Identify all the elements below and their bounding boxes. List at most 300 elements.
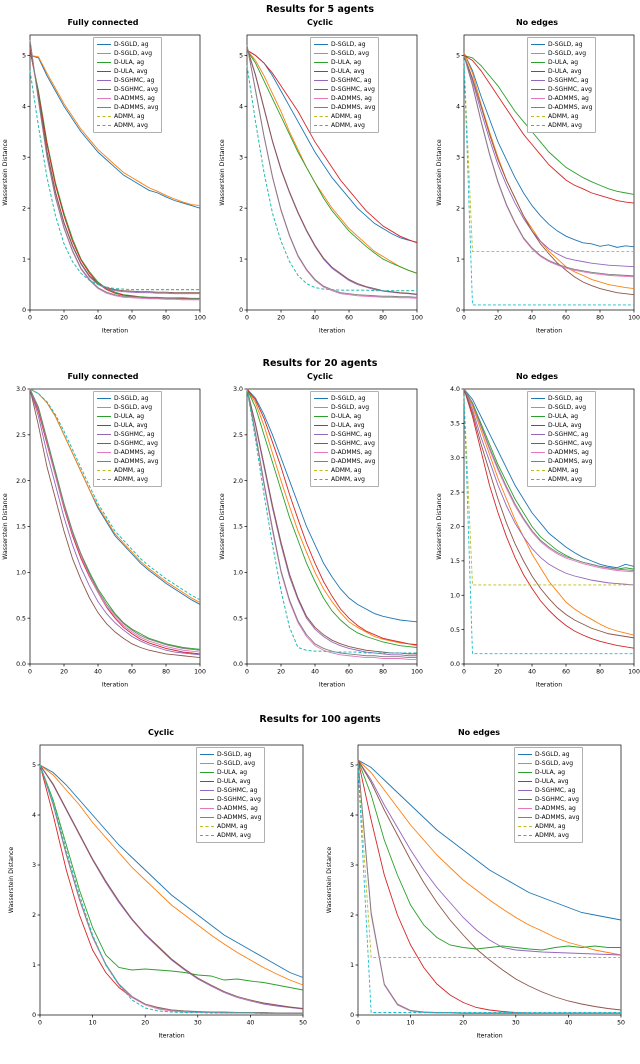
legend-item — [531, 439, 592, 448]
legend-swatch-icon — [97, 62, 111, 63]
legend-swatch-icon — [200, 754, 214, 755]
y-axis-label: Wasserstein Distance — [436, 139, 443, 206]
y-tick-label: 0 — [32, 1012, 36, 1020]
legend-item — [97, 76, 158, 85]
legend-item — [518, 759, 579, 768]
y-tick-label: 2.0 — [233, 477, 243, 485]
legend-swatch-icon — [314, 80, 328, 81]
x-tick-label: 20 — [141, 1019, 150, 1027]
legend-item — [97, 457, 158, 466]
legend-item-label: D-ULA, ag — [331, 413, 362, 420]
x-tick-label: 0 — [462, 668, 466, 676]
legend-item — [314, 76, 375, 85]
legend-item — [97, 439, 158, 448]
legend-swatch-icon — [97, 434, 111, 435]
y-tick-label: 4 — [456, 103, 460, 111]
legend-item — [314, 67, 375, 76]
plot-area — [217, 383, 423, 688]
legend-item-label: D-SGLD, avg — [331, 404, 370, 411]
legend-item-label: D-ADMMS, avg — [114, 458, 159, 465]
legend-swatch-icon — [314, 470, 328, 471]
legend-item-label: D-SGHMC, avg — [114, 86, 158, 93]
x-tick-label: 80 — [162, 668, 170, 676]
legend-item-label: D-ULA, avg — [535, 778, 569, 785]
y-axis-label: Wasserstein Distance — [2, 139, 9, 206]
legend-item-label: ADMM, avg — [331, 122, 365, 129]
legend-swatch-icon — [531, 62, 545, 63]
legend-item-label: D-SGLD, ag — [217, 751, 252, 758]
legend-swatch-icon — [531, 71, 545, 72]
legend-item — [97, 112, 158, 121]
x-tick-label: 100 — [411, 668, 423, 676]
legend-item-label: D-ADMMS, avg — [548, 458, 593, 465]
x-tick-label: 20 — [277, 314, 285, 322]
panel-100-cyclic — [6, 728, 316, 1039]
x-tick-label: 20 — [494, 668, 502, 676]
legend-item-label: D-SGHMC, avg — [114, 440, 158, 447]
legend-item — [97, 412, 158, 421]
panel-5-fully-connected — [0, 18, 206, 334]
y-tick-label: 3.0 — [16, 386, 26, 394]
legend-item-label: D-SGLD, avg — [548, 404, 587, 411]
legend-swatch-icon — [97, 398, 111, 399]
legend-swatch-icon — [97, 125, 111, 126]
x-tick-label: 20 — [277, 668, 285, 676]
y-tick-label: 0 — [22, 307, 26, 315]
legend-item-label: D-ADMMS, avg — [535, 814, 580, 821]
y-tick-label: 2.5 — [233, 432, 243, 440]
legend-item-label: D-ULA, avg — [331, 68, 365, 75]
legend-item-label: D-SGHMC, ag — [548, 431, 589, 438]
legend-item-label: D-ADMMS, ag — [217, 805, 258, 812]
legend-item — [518, 804, 579, 813]
panel-20-fully-connected — [0, 372, 206, 688]
legend-item — [518, 786, 579, 795]
legend-swatch-icon — [97, 89, 111, 90]
x-tick-label: 50 — [617, 1019, 625, 1027]
x-tick-label: 10 — [406, 1019, 415, 1027]
legend-item-label: ADMM, avg — [331, 476, 365, 483]
legend-item — [314, 403, 375, 412]
x-tick-label: 80 — [162, 314, 170, 322]
figure-group-100-agents — [0, 688, 640, 1039]
legend-item — [200, 750, 261, 759]
legend-swatch-icon — [314, 398, 328, 399]
legend-item-label: D-SGHMC, ag — [217, 787, 258, 794]
legend-item — [200, 768, 261, 777]
legend-swatch-icon — [531, 452, 545, 453]
legend-item — [518, 750, 579, 759]
legend-swatch-icon — [97, 479, 111, 480]
legend-item — [314, 103, 375, 112]
legend-item-label: D-SGLD, avg — [331, 50, 370, 57]
y-tick-label: 1.5 — [233, 523, 243, 531]
legend-item-label: D-SGLD, avg — [217, 760, 256, 767]
legend-item-label: ADMM, ag — [114, 113, 145, 120]
panel-title: Cyclic — [147, 728, 175, 737]
legend-item — [200, 759, 261, 768]
y-tick-label: 1 — [239, 256, 243, 264]
y-tick-label: 4 — [350, 812, 354, 820]
legend-item — [314, 394, 375, 403]
legend-item-label: D-ADMMS, ag — [114, 449, 155, 456]
legend-item-label: D-ULA, avg — [114, 68, 148, 75]
y-tick-label: 4 — [32, 812, 36, 820]
legend-item-label: D-SGHMC, avg — [548, 86, 592, 93]
legend-item-label: D-ADMMS, ag — [331, 95, 372, 102]
legend-item — [314, 439, 375, 448]
legend-swatch-icon — [97, 71, 111, 72]
x-axis-label: Iteration — [101, 681, 129, 688]
x-tick-label: 20 — [459, 1019, 468, 1027]
x-tick-label: 80 — [379, 314, 387, 322]
legend-swatch-icon — [531, 425, 545, 426]
legend-swatch-icon — [314, 479, 328, 480]
y-axis-label: Wasserstein Distance — [219, 139, 226, 206]
x-tick-label: 60 — [345, 314, 353, 322]
legend-item-label: D-SGHMC, ag — [114, 77, 155, 84]
legend-swatch-icon — [97, 116, 111, 117]
legend-item-label: ADMM, avg — [548, 476, 582, 483]
legend-item — [531, 421, 592, 430]
y-tick-label: 3 — [456, 154, 460, 162]
y-tick-label: 2 — [239, 205, 243, 213]
legend-swatch-icon — [97, 107, 111, 108]
x-tick-label: 0 — [28, 668, 32, 676]
legend-item — [531, 121, 592, 130]
y-tick-label: 5 — [350, 762, 354, 770]
y-tick-label: 3 — [350, 862, 354, 870]
legend-swatch-icon — [314, 98, 328, 99]
y-axis-label: Wasserstein Distance — [2, 493, 9, 560]
legend-item — [518, 813, 579, 822]
y-tick-label: 3 — [32, 862, 36, 870]
y-tick-label: 3.0 — [450, 454, 460, 462]
legend-item — [518, 768, 579, 777]
legend-item-label: D-SGHMC, avg — [217, 796, 261, 803]
legend-item — [531, 49, 592, 58]
x-tick-label: 20 — [60, 668, 68, 676]
y-tick-label: 1 — [32, 962, 36, 970]
y-tick-label: 2 — [22, 205, 26, 213]
legend-swatch-icon — [97, 461, 111, 462]
legend-item-label: ADMM, avg — [217, 832, 251, 839]
panel-100-no-edges — [324, 728, 634, 1039]
x-tick-label: 40 — [311, 668, 319, 676]
legend-item-label: D-SGLD, avg — [114, 50, 153, 57]
legend-swatch-icon — [314, 407, 328, 408]
chart-svg — [324, 739, 629, 1039]
legend-item — [97, 94, 158, 103]
y-tick-label: 2 — [456, 205, 460, 213]
legend-item — [531, 94, 592, 103]
legend-item-label: D-ADMMS, avg — [331, 104, 376, 111]
y-tick-label: 1 — [22, 256, 26, 264]
chart-legend — [514, 747, 583, 843]
plot-area — [434, 29, 640, 334]
y-tick-label: 0 — [456, 307, 460, 315]
legend-item-label: D-SGHMC, avg — [548, 440, 592, 447]
legend-item — [531, 58, 592, 67]
legend-swatch-icon — [531, 116, 545, 117]
legend-item-label: ADMM, avg — [548, 122, 582, 129]
y-tick-label: 3 — [22, 154, 26, 162]
x-tick-label: 60 — [345, 668, 353, 676]
legend-swatch-icon — [314, 452, 328, 453]
x-axis-label: Iteration — [158, 1032, 185, 1039]
y-tick-label: 3.0 — [233, 386, 243, 394]
legend-item-label: ADMM, ag — [114, 467, 145, 474]
legend-item — [531, 412, 592, 421]
legend-item — [200, 804, 261, 813]
panel-title: Fully connected — [67, 18, 139, 27]
legend-item — [97, 448, 158, 457]
x-tick-label: 40 — [528, 314, 536, 322]
legend-item-label: D-ULA, ag — [548, 59, 579, 66]
plot-area — [0, 29, 206, 334]
legend-item — [531, 76, 592, 85]
legend-item-label: ADMM, ag — [331, 467, 362, 474]
legend-item-label: D-SGHMC, ag — [331, 77, 372, 84]
legend-item — [200, 813, 261, 822]
legend-item-label: D-ULA, avg — [217, 778, 251, 785]
y-tick-label: 1 — [350, 962, 354, 970]
legend-swatch-icon — [97, 53, 111, 54]
legend-item-label: D-SGLD, ag — [114, 41, 149, 48]
y-tick-label: 1.5 — [16, 523, 26, 531]
legend-swatch-icon — [97, 80, 111, 81]
legend-item-label: D-ADMMS, ag — [548, 95, 589, 102]
x-tick-label: 100 — [194, 314, 206, 322]
legend-item-label: D-SGHMC, ag — [114, 431, 155, 438]
chart-legend — [310, 37, 379, 133]
legend-swatch-icon — [531, 470, 545, 471]
y-tick-label: 3 — [239, 154, 243, 162]
panel-title: No edges — [457, 728, 501, 737]
y-tick-label: 0 — [350, 1012, 354, 1020]
legend-item-label: D-ADMMS, ag — [331, 449, 372, 456]
x-tick-label: 80 — [596, 314, 604, 322]
legend-swatch-icon — [97, 98, 111, 99]
legend-swatch-icon — [518, 763, 532, 764]
legend-item — [314, 430, 375, 439]
legend-item — [97, 85, 158, 94]
x-tick-label: 20 — [60, 314, 68, 322]
legend-item — [97, 421, 158, 430]
x-tick-label: 100 — [628, 314, 640, 322]
group-title-20-agents: Results for 20 agents — [262, 358, 378, 369]
legend-item-label: ADMM, ag — [548, 113, 579, 120]
chart-legend — [93, 37, 162, 133]
legend-item-label: D-ADMMS, avg — [331, 458, 376, 465]
x-tick-label: 100 — [411, 314, 423, 322]
legend-swatch-icon — [97, 416, 111, 417]
y-tick-label: 0.5 — [450, 626, 460, 634]
legend-item-label: D-ULA, ag — [548, 413, 579, 420]
y-tick-label: 0.5 — [16, 615, 26, 623]
legend-swatch-icon — [97, 470, 111, 471]
legend-swatch-icon — [314, 62, 328, 63]
y-tick-label: 1.0 — [450, 592, 460, 600]
x-tick-label: 50 — [299, 1019, 307, 1027]
legend-item-label: D-ADMMS, avg — [217, 814, 262, 821]
legend-swatch-icon — [97, 425, 111, 426]
legend-item-label: D-SGLD, ag — [535, 751, 570, 758]
x-tick-label: 40 — [94, 668, 102, 676]
legend-item — [314, 412, 375, 421]
x-tick-label: 0 — [462, 314, 466, 322]
legend-item — [314, 40, 375, 49]
legend-swatch-icon — [531, 44, 545, 45]
legend-item — [531, 403, 592, 412]
legend-item — [518, 795, 579, 804]
legend-swatch-icon — [314, 416, 328, 417]
legend-item — [518, 822, 579, 831]
legend-item-label: ADMM, avg — [114, 122, 148, 129]
legend-swatch-icon — [531, 80, 545, 81]
x-axis-label: Iteration — [535, 327, 563, 334]
panel-row-100-agents — [0, 728, 640, 1039]
x-tick-label: 60 — [562, 314, 570, 322]
legend-swatch-icon — [518, 808, 532, 809]
legend-item-label: ADMM, ag — [535, 823, 566, 830]
y-tick-label: 1.0 — [16, 569, 26, 577]
x-tick-label: 60 — [562, 668, 570, 676]
legend-swatch-icon — [531, 407, 545, 408]
plot-area — [324, 739, 634, 1039]
x-tick-label: 80 — [596, 668, 604, 676]
y-axis-label: Wasserstein Distance — [8, 846, 15, 914]
legend-item-label: ADMM, ag — [331, 113, 362, 120]
legend-item-label: D-ADMMS, ag — [548, 449, 589, 456]
legend-item-label: ADMM, avg — [535, 832, 569, 839]
y-tick-label: 0.0 — [450, 661, 460, 669]
legend-item-label: ADMM, avg — [114, 476, 148, 483]
legend-item — [314, 112, 375, 121]
y-tick-label: 1.0 — [233, 569, 243, 577]
legend-item-label: D-SGLD, ag — [548, 395, 583, 402]
legend-swatch-icon — [531, 416, 545, 417]
legend-item-label: ADMM, ag — [548, 467, 579, 474]
chart-svg — [6, 739, 311, 1039]
legend-item — [97, 121, 158, 130]
legend-item — [97, 475, 158, 484]
legend-swatch-icon — [531, 398, 545, 399]
plot-area — [0, 383, 206, 688]
x-tick-label: 40 — [528, 668, 536, 676]
y-tick-label: 2 — [32, 912, 36, 920]
legend-item — [200, 795, 261, 804]
figure-group-5-agents — [0, 0, 640, 334]
legend-item-label: D-ULA, avg — [114, 422, 148, 429]
y-tick-label: 4 — [22, 103, 26, 111]
legend-item — [314, 58, 375, 67]
x-tick-label: 0 — [245, 668, 249, 676]
legend-swatch-icon — [200, 781, 214, 782]
legend-swatch-icon — [531, 98, 545, 99]
y-axis-label: Wasserstein Distance — [219, 493, 226, 560]
legend-swatch-icon — [531, 479, 545, 480]
y-tick-label: 2 — [350, 912, 354, 920]
legend-item — [518, 777, 579, 786]
legend-swatch-icon — [518, 799, 532, 800]
legend-item — [314, 85, 375, 94]
legend-swatch-icon — [531, 107, 545, 108]
x-tick-label: 30 — [511, 1019, 520, 1027]
group-title-100-agents: Results for 100 agents — [259, 714, 381, 725]
legend-item — [97, 403, 158, 412]
legend-item — [531, 112, 592, 121]
legend-item — [314, 448, 375, 457]
y-tick-label: 1.5 — [450, 558, 460, 566]
legend-swatch-icon — [518, 826, 532, 827]
legend-swatch-icon — [531, 443, 545, 444]
legend-item — [531, 394, 592, 403]
figure-group-20-agents — [0, 334, 640, 688]
panel-title: No edges — [515, 18, 559, 27]
legend-item-label: D-ULA, avg — [548, 68, 582, 75]
legend-item — [531, 40, 592, 49]
y-tick-label: 2.5 — [16, 432, 26, 440]
y-axis-label: Wasserstein Distance — [326, 846, 333, 914]
x-tick-label: 10 — [88, 1019, 97, 1027]
x-tick-label: 40 — [246, 1019, 255, 1027]
legend-item-label: D-SGLD, ag — [548, 41, 583, 48]
legend-swatch-icon — [314, 116, 328, 117]
y-tick-label: 0.0 — [16, 661, 26, 669]
legend-item-label: D-ULA, ag — [114, 413, 145, 420]
y-tick-label: 5 — [22, 52, 26, 60]
y-tick-label: 4.0 — [450, 386, 460, 394]
group-title-5-agents: Results for 5 agents — [265, 4, 375, 15]
legend-item-label: D-SGHMC, ag — [548, 77, 589, 84]
legend-item — [531, 466, 592, 475]
legend-item — [314, 121, 375, 130]
y-tick-label: 2.5 — [450, 489, 460, 497]
legend-item — [97, 49, 158, 58]
legend-item — [97, 394, 158, 403]
legend-swatch-icon — [314, 125, 328, 126]
y-tick-label: 5 — [239, 52, 243, 60]
legend-swatch-icon — [518, 754, 532, 755]
legend-item-label: D-ULA, ag — [114, 59, 145, 66]
y-tick-label: 2.0 — [16, 477, 26, 485]
x-tick-label: 80 — [379, 668, 387, 676]
panel-5-no-edges — [434, 18, 640, 334]
legend-swatch-icon — [314, 107, 328, 108]
legend-item-label: D-SGLD, ag — [331, 395, 366, 402]
legend-swatch-icon — [200, 772, 214, 773]
legend-item-label: D-ULA, avg — [331, 422, 365, 429]
panel-row-20-agents — [0, 372, 640, 688]
legend-swatch-icon — [200, 799, 214, 800]
y-tick-label: 2.0 — [450, 523, 460, 531]
legend-item-label: D-SGHMC, avg — [331, 440, 375, 447]
legend-item-label: D-ULA, ag — [217, 769, 248, 776]
legend-item — [531, 103, 592, 112]
legend-item — [314, 475, 375, 484]
x-axis-label: Iteration — [535, 681, 563, 688]
legend-item — [531, 67, 592, 76]
legend-item — [200, 777, 261, 786]
chart-legend — [93, 391, 162, 487]
legend-swatch-icon — [200, 763, 214, 764]
legend-swatch-icon — [97, 452, 111, 453]
legend-item-label: D-SGHMC, ag — [535, 787, 576, 794]
panel-20-no-edges — [434, 372, 640, 688]
legend-swatch-icon — [314, 461, 328, 462]
legend-item — [97, 40, 158, 49]
